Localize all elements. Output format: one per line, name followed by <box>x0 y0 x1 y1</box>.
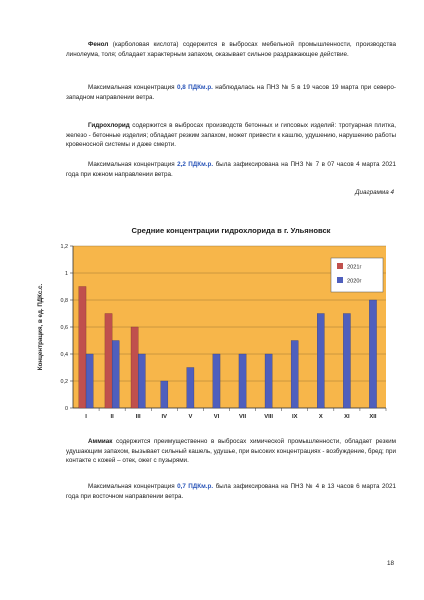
diagram-label: Диаграмма 4 <box>355 189 394 196</box>
ammonia-max-prefix: Максимальная концентрация <box>88 483 178 490</box>
x-tick-label: XI <box>344 414 350 420</box>
bar-2020-XII <box>369 300 376 408</box>
phenol-max-paragraph <box>66 83 396 102</box>
bar-2021-III <box>131 327 138 408</box>
legend-swatch-2020г <box>337 277 343 283</box>
bar-2020-XI <box>343 314 350 409</box>
legend-label-2021г: 2021г <box>347 264 362 271</box>
hcl-paragraph <box>66 121 396 150</box>
hcl-max-prefix: Максимальная концентрация <box>88 161 178 168</box>
bar-2020-VIII <box>265 354 272 408</box>
y-tick-label: 0,6 <box>60 325 68 331</box>
bar-2020-IV <box>161 381 168 408</box>
x-tick-label: VIII <box>264 414 273 420</box>
x-tick-label: X <box>318 414 323 420</box>
y-tick-label: 0,2 <box>60 379 68 385</box>
ammonia-max-value: 0,7 ПДКм.р. <box>177 483 214 490</box>
hcl-text: содержится в выбросах производств бетонных и гипсовых изделий: тротуарная плитка, железо - бетонные изделия; обладает резким запахом, может привести к кашлю, удушению, нарушению работы кровеносной системы и даже смерти. <box>66 122 396 149</box>
y-tick-label: 0 <box>65 406 68 412</box>
bar-2020-IX <box>291 341 298 409</box>
bar-2020-V <box>187 368 194 409</box>
hcl-max-paragraph <box>66 160 396 179</box>
x-tick-label: VI <box>213 414 220 420</box>
ammonia-text: содержится преимущественно в выбросах химической промышленности, обладает резким удушающим запахом, вызывает сильный кашель, удушье, при высоких концентрациях - возбуждение, бред; при контакте с кожей – отек, ожег с пузырями. <box>66 438 396 465</box>
x-tick-label: VII <box>238 414 247 420</box>
ammonia-max-paragraph <box>66 482 396 501</box>
hcl-max-value: 2,2 ПДКм.р. <box>177 161 214 168</box>
bar-2020-VII <box>239 354 246 408</box>
phenol-max-prefix: Максимальная концентрация <box>88 84 177 91</box>
bar-2020-II <box>112 341 119 409</box>
bar-2021-II <box>105 314 112 409</box>
x-tick-label: IV <box>161 414 168 420</box>
bar-2020-III <box>138 354 145 408</box>
y-axis-label: Концентрация, в ед. ПДКс.с. <box>37 283 44 371</box>
hcl-bar-chart <box>30 238 400 428</box>
x-tick-label: XII <box>369 414 377 420</box>
y-tick-label: 0,8 <box>60 298 68 304</box>
chart-title: Средние концентрации гидрохлорида в г. Ульяновск <box>131 226 331 235</box>
phenol-max-suffix: наблюдалась на ПНЗ № 5 в 19 часов 19 марта при северо-западном направлении ветра. <box>66 84 396 101</box>
phenol-max-value: 0,8 ПДКм.р. <box>176 84 213 91</box>
bar-2021-I <box>79 287 86 409</box>
phenol-name: Фенол <box>88 41 109 48</box>
x-tick-label: III <box>135 414 141 420</box>
y-tick-label: 1 <box>65 271 68 277</box>
phenol-text: (карболовая кислота) содержится в выбросах мебельной промышленности, производства линолеума, толя; обладает характерным запахом, оказывает сильное раздражающее действие. <box>66 41 396 58</box>
y-tick-label: 0,4 <box>60 352 68 358</box>
x-tick-label: II <box>110 414 114 420</box>
bar-2020-X <box>317 314 324 409</box>
y-tick-label: 1,2 <box>60 244 68 250</box>
ammonia-paragraph <box>66 437 396 466</box>
bar-2020-VI <box>213 354 220 408</box>
hcl-max-suffix: была зафиксирована на ПНЗ № 7 в 07 часов 4 марта 2021 года при южном направлении ветра. <box>66 161 396 178</box>
phenol-paragraph <box>66 40 396 59</box>
page-number: 18 <box>386 560 394 567</box>
ammonia-max-suffix: была зафиксирована на ПНЗ № 4 в 13 часов 6 марта 2021 года при восточном направлении ветра. <box>66 483 396 500</box>
x-tick-label: V <box>188 414 193 420</box>
legend-label-2020г: 2020г <box>347 278 362 285</box>
x-tick-label: I <box>85 414 87 420</box>
hcl-name: Гидрохлорид <box>88 122 130 129</box>
x-tick-label: IX <box>291 414 298 420</box>
legend-swatch-2021г <box>337 263 343 269</box>
ammonia-name: Аммиак <box>88 438 113 445</box>
bar-2020-I <box>86 354 93 408</box>
